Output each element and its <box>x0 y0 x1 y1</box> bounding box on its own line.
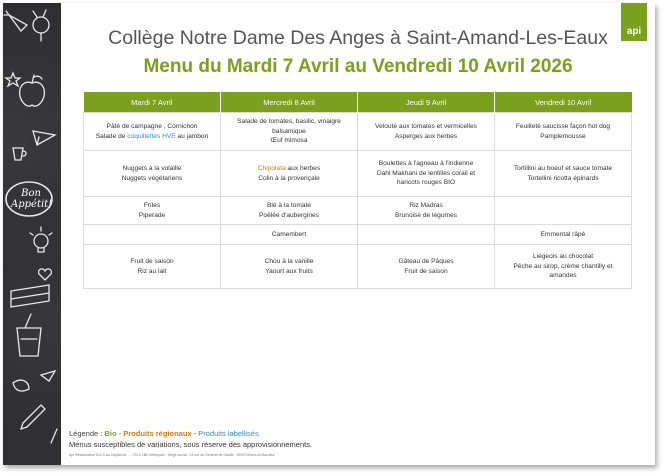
drink-glass-icon <box>17 314 41 356</box>
menu-date-range: Menu du Mardi 7 Avril au Vendredi 10 Avril 2026 <box>143 56 573 77</box>
dish-line: Poêlée d'aubergines <box>259 211 319 219</box>
menu-cell-friday <box>495 197 632 225</box>
dish-line: Pâté de campagne , Cornichon <box>106 123 198 130</box>
dish-line: Piperade <box>138 211 166 219</box>
dish-line: Dahl Makhani de lentilles corail et <box>376 169 476 177</box>
dish-line: Salade de coquillettes HVE au jambon <box>95 132 209 140</box>
menu-table <box>83 92 632 289</box>
menu-cell-friday <box>495 245 632 289</box>
legend-label: Légende : <box>69 429 103 438</box>
dish-line: Nuggets végétariens <box>121 174 183 182</box>
dish-line: Yaourt aux fruits <box>265 267 313 275</box>
dish-line: Camembert <box>271 230 307 238</box>
day-header-tuesday: Mardi 7 Avril <box>84 92 221 113</box>
menu-cell-thursday <box>358 225 495 245</box>
menu-cell-thursday <box>358 113 495 151</box>
dish-line: Chipolata aux herbes <box>257 165 321 172</box>
highlighted-product: Chipolata <box>257 165 286 172</box>
menu-row <box>84 245 632 289</box>
dish-line: amandes <box>549 272 577 280</box>
menu-cell-wednesday <box>221 245 358 289</box>
page-title: Collège Notre Dame Des Anges à Saint-Amand-Les-Eaux <box>108 27 608 49</box>
dish-line: Tortellini ricotta épinards <box>527 174 599 182</box>
dish-line: Fruit de saison <box>130 258 174 265</box>
day-header-friday: Vendredi 10 Avril <box>495 92 632 113</box>
paper-plane-icon <box>33 131 55 145</box>
pencil-icon <box>21 405 57 443</box>
menu-cell-friday <box>495 225 632 245</box>
star-icon <box>6 73 20 86</box>
appetit-text: Appétit! <box>11 199 53 210</box>
dish-line: Liégeois au chocolat <box>532 253 594 261</box>
menu-header-row <box>84 92 632 113</box>
legend-regional: Produits régionaux <box>123 429 192 438</box>
legend-separator: - <box>118 429 122 438</box>
menu-cell-wednesday <box>221 197 358 225</box>
menu-cell-wednesday <box>221 151 358 197</box>
radish-icon <box>33 10 49 41</box>
dish-line: Œuf mimosa <box>270 137 308 145</box>
dish-line: Gâteau de Pâques <box>398 258 454 265</box>
menu-cell-tuesday <box>84 151 221 197</box>
bon-appetit-text <box>11 188 51 210</box>
menu-cell-friday <box>495 113 632 151</box>
dish-line: Boulettes à l'agneau à l'indienne <box>378 160 474 168</box>
legend <box>69 429 259 438</box>
menu-cell-tuesday <box>84 225 221 245</box>
dish-line: Emmental râpé <box>540 230 586 238</box>
dish-line: Pamplemousse <box>540 132 586 140</box>
dish-line: Chou à la vanille <box>264 258 314 265</box>
bon-text: Bon <box>21 188 41 199</box>
cake-icon <box>11 285 49 307</box>
cup-icon <box>13 148 26 160</box>
dish-line: Feuilleté saucisse façon hot dog <box>515 123 611 130</box>
apple-icon <box>20 75 45 106</box>
dish-line: Riz au lait <box>137 267 167 275</box>
dish-line: Salade de tomates, basilic, vinaigre <box>237 118 341 126</box>
leaf-icon <box>13 380 29 391</box>
menu-cell-thursday <box>358 197 495 225</box>
lightbulb-icon <box>30 227 52 252</box>
menu-row <box>84 197 632 225</box>
legal-fineprint: Api Restauration S.A.S au Capital de ... - RCS Lille Métropole - Siège social : 24 rue du Général de Gaulle - 59370 Mons-en-Baroeul <box>69 453 275 457</box>
highlighted-product: coquillettes HVE <box>127 132 176 140</box>
menu-page <box>3 3 655 465</box>
day-header-thursday: Jeudi 9 Avril <box>358 92 495 113</box>
menu-row <box>84 225 632 245</box>
legend-labelled: Produits labellisés <box>198 429 259 438</box>
menu-cell-thursday <box>358 245 495 289</box>
dish-line: Nuggets à la volaille <box>122 165 182 172</box>
dish-line: Colin à la provençale <box>258 174 320 182</box>
dish-line: Riz Madras <box>409 202 443 209</box>
chalkboard-sidebar <box>3 3 61 465</box>
menu-cell-wednesday <box>221 225 358 245</box>
small-plane-icon <box>41 371 55 381</box>
heart-icon <box>39 269 52 280</box>
chalk-doodles <box>3 3 61 465</box>
menu-cell-tuesday <box>84 113 221 151</box>
dish-line: Brunoise de légumes <box>395 211 457 219</box>
menu-row <box>84 113 632 151</box>
dish-line: Fruit de saison <box>404 267 448 275</box>
dish-line: Velouté aux tomates et vermicelles <box>375 123 477 130</box>
dish-line: balsamique <box>272 127 306 135</box>
legend-separator: - <box>193 429 197 438</box>
availability-note: Menus susceptibles de variations, sous réserve des approvisionnements. <box>69 440 313 449</box>
menu-row <box>84 151 632 197</box>
menu-cell-friday <box>495 151 632 197</box>
dish-line: Tortillini au boeuf et sauce tomate <box>513 165 613 172</box>
menu-cell-thursday <box>358 151 495 197</box>
menu-cell-tuesday <box>84 245 221 289</box>
carrot-icon <box>4 11 27 31</box>
dish-line: Blé à la tomate <box>267 202 311 209</box>
day-header-wednesday: Mercredi 8 Avril <box>221 92 358 113</box>
api-logo: api <box>621 3 647 41</box>
dish-line: Asperges aux herbes <box>394 132 458 140</box>
menu-cell-tuesday <box>84 197 221 225</box>
dish-line: Pêche au sirop, crème chantilly et <box>513 262 613 270</box>
legend-bio: Bio <box>104 429 117 438</box>
menu-cell-wednesday <box>221 113 358 151</box>
dish-line: haricots rouges BIO <box>396 179 456 187</box>
dish-line: Frites <box>143 202 161 209</box>
